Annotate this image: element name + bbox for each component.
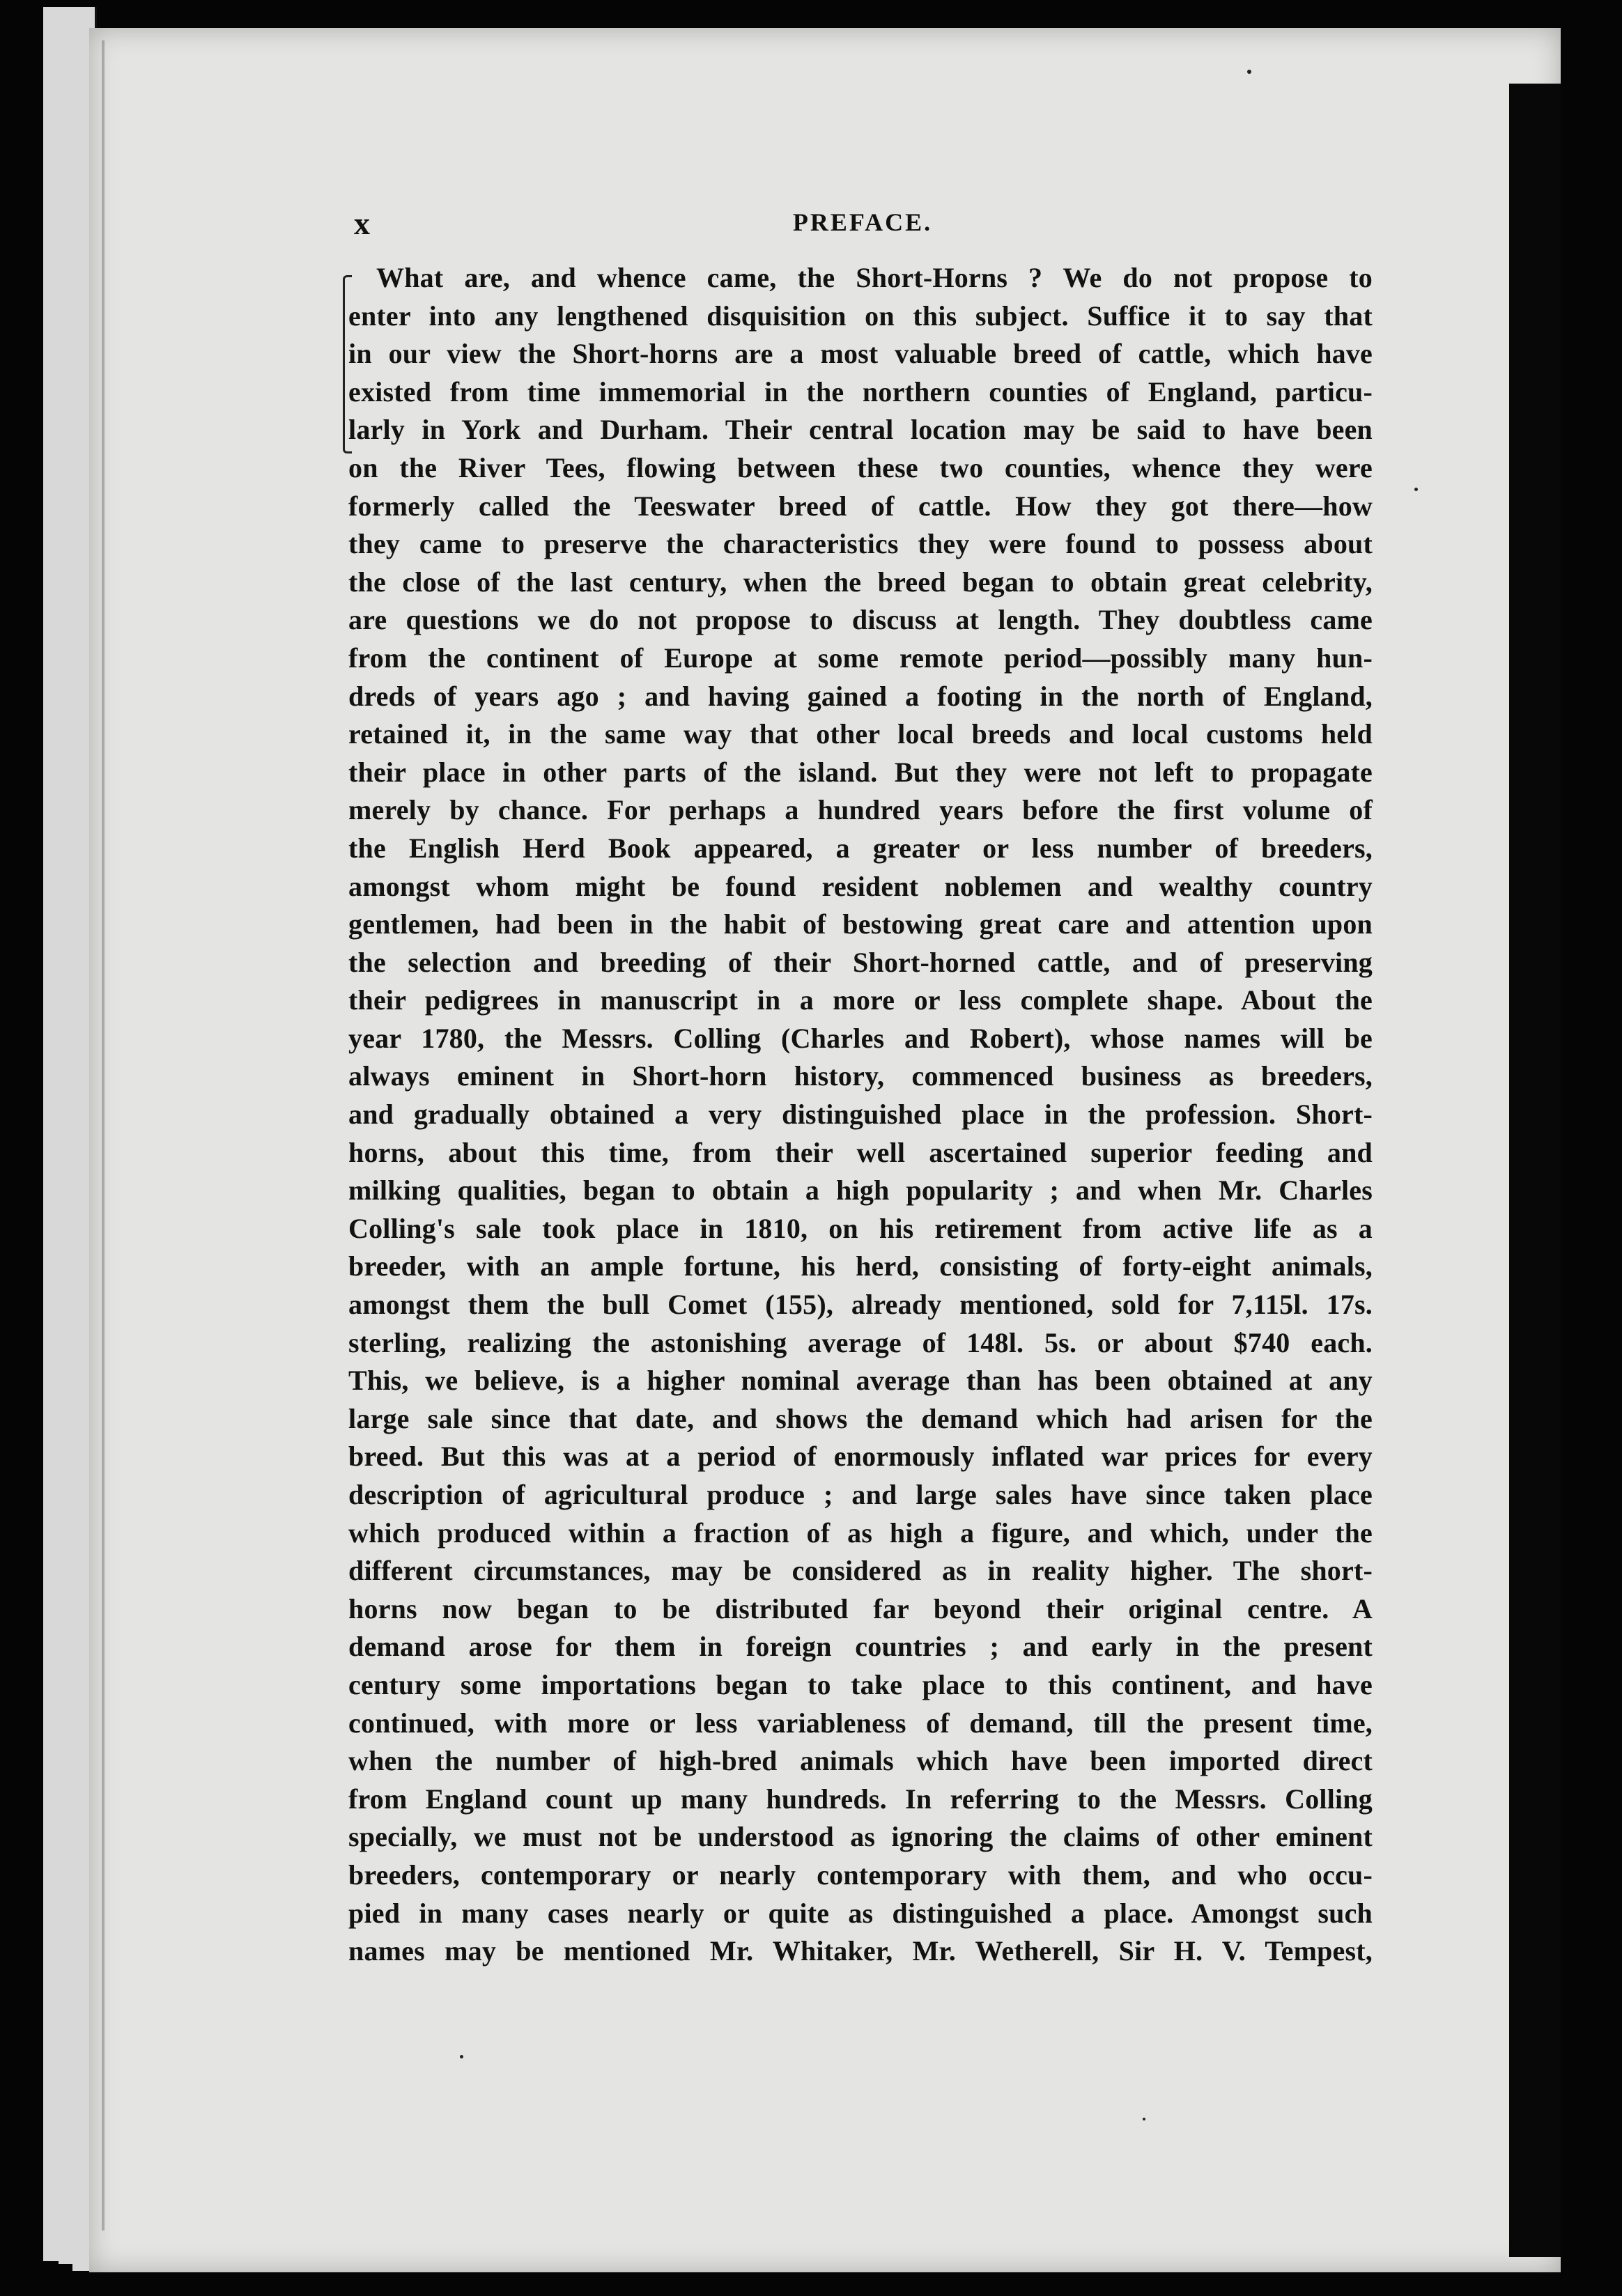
text-line: horns now began to be distributed far beyond their original centre. A [348, 1592, 1373, 1624]
text-line: the selection and breeding of their Short-horned cattle, and of preserving [348, 946, 1373, 978]
text-line: large sale since that date, and shows the demand which had arisen for the [348, 1402, 1373, 1434]
text-line: retained it, in the same way that other local breeds and local customs held [348, 718, 1373, 750]
text-line: year 1780, the Messrs. Colling (Charles and Robert), whose names will be [348, 1022, 1373, 1054]
text-line: the English Herd Book appeared, a greater or less number of breeders, [348, 832, 1373, 864]
text-line: names may be mentioned Mr. Whitaker, Mr. Wetherell, Sir H. V. Tempest, [348, 1935, 1373, 1967]
text-line: existed from time immemorial in the northern counties of England, particu- [348, 375, 1373, 408]
scan-speck [1247, 70, 1251, 74]
text-line: in our view the Short-horns are a most valuable breed of cattle, which have [348, 338, 1373, 370]
gutter-shadow [1509, 84, 1561, 2257]
text-line: they came to preserve the characteristics they were found to possess about [348, 528, 1373, 560]
scan-speck [460, 2055, 463, 2058]
text-line: continued, with more or less variableness of demand, till the present time, [348, 1707, 1373, 1739]
text-line: different circumstances, may be considered as in reality higher. The short- [348, 1555, 1373, 1587]
text-line: description of agricultural produce ; and large sales have since taken place [348, 1479, 1373, 1510]
text-line: breeder, with an ample fortune, his herd, consisting of forty-eight animals, [348, 1250, 1373, 1282]
text-line: the close of the last century, when the breed began to obtain great celebrity, [348, 566, 1373, 598]
text-line: demand arose for them in foreign countries ; and early in the present [348, 1631, 1373, 1663]
text-line: milking qualities, began to obtain a high popularity ; and when Mr. Charles [348, 1174, 1373, 1207]
text-line: their place in other parts of the island. But they were not left to propagate [348, 756, 1373, 788]
text-line: horns, about this time, from their well ascertained superior feeding and [348, 1136, 1373, 1168]
text-line: when the number of high-bred animals which have been imported direct [348, 1745, 1373, 1777]
text-line: merely by chance. For perhaps a hundred years before the first volume of [348, 794, 1373, 826]
text-line: breeders, contemporary or nearly contemporary with them, and who occu- [348, 1859, 1373, 1891]
text-line: larly in York and Durham. Their central location may be said to have been [348, 414, 1373, 446]
page-number: x [354, 205, 370, 241]
text-line: What are, and whence came, the Short-Horns ? We do not propose to [376, 262, 1373, 293]
text-line: This, we believe, is a higher nominal average than has been obtained at any [348, 1365, 1373, 1397]
text-line: sterling, realizing the astonishing average of 148l. 5s. or about $740 each. [348, 1326, 1373, 1358]
text-line: from the continent of Europe at some remote period—possibly many hun- [348, 642, 1373, 674]
text-line: formerly called the Teeswater breed of cattle. How they got there—how [348, 490, 1373, 522]
running-head: PREFACE. [792, 208, 933, 236]
text-line: on the River Tees, flowing between these two counties, whence they were [348, 451, 1373, 483]
text-line: amongst whom might be found resident noblemen and wealthy country [348, 870, 1373, 902]
text-line: dreds of years ago ; and having gained a footing in the north of England, [348, 680, 1373, 712]
text-line: amongst them the bull Comet (155), already mentioned, sold for 7,115l. 17s. [348, 1289, 1373, 1321]
text-line: Colling's sale took place in 1810, on his retirement from active life as a [348, 1212, 1373, 1244]
text-line: enter into any lengthened disquisition on this subject. Suffice it to say that [348, 300, 1373, 332]
text-line: breed. But this was at a period of enormously inflated war prices for every [348, 1441, 1373, 1473]
scan-speck [1143, 2118, 1145, 2120]
text-line: specially, we must not be understood as ignoring the claims of other eminent [348, 1821, 1373, 1853]
text-line: from England count up many hundreds. In referring to the Messrs. Colling [348, 1783, 1373, 1815]
text-line: and gradually obtained a very distinguished place in the profession. Short- [348, 1099, 1373, 1131]
text-line: always eminent in Short-horn history, commenced business as breeders, [348, 1060, 1373, 1092]
preface-text-block [348, 259, 1373, 1971]
scan-speck [1414, 488, 1418, 491]
text-line: pied in many cases nearly or quite as distinguished a place. Amongst such [348, 1897, 1373, 1929]
page-header [354, 205, 1371, 247]
text-line: century some importations began to take place to this continent, and have [348, 1668, 1373, 1700]
text-line: gentlemen, had been in the habit of bestowing great care and attention upon [348, 908, 1373, 940]
text-line: are questions we do not propose to discuss at length. They doubtless came [348, 604, 1373, 636]
text-line: which produced within a fraction of as high a figure, and which, under the [348, 1517, 1373, 1549]
text-line: their pedigrees in manuscript in a more or less complete shape. About the [348, 984, 1373, 1016]
